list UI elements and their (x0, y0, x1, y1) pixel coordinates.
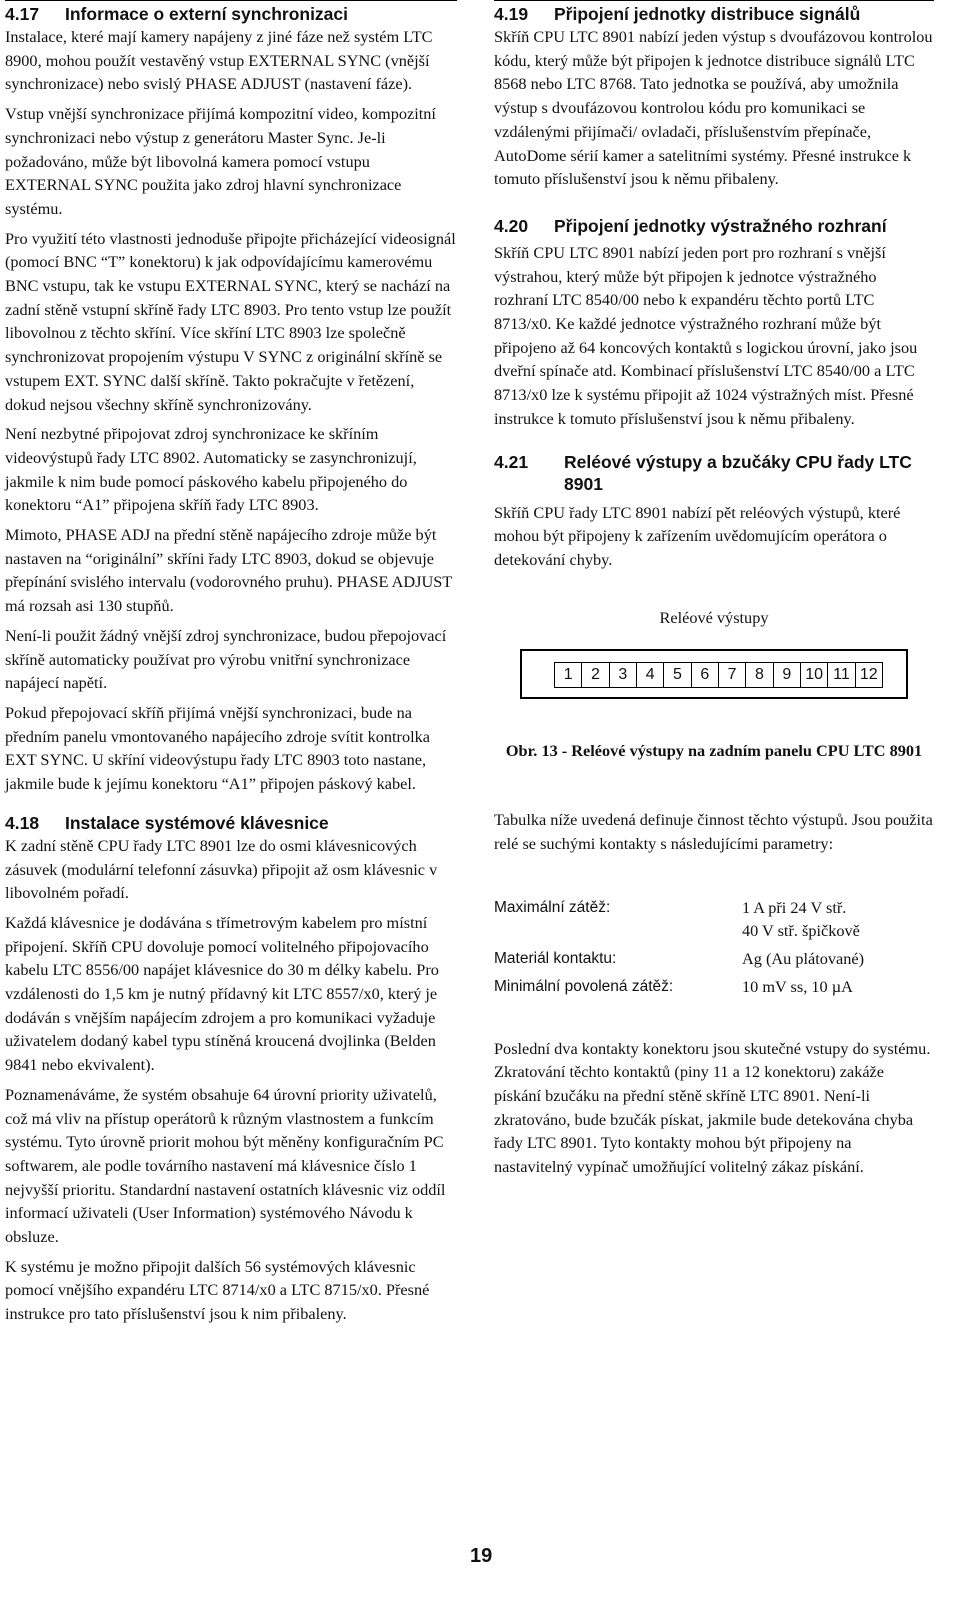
param-value-line: 1 A při 24 V stř. (742, 897, 847, 917)
paragraph: Není-li použit žádný vnější zdroj synchronizace, budou přepojovací skříně automaticky používat pro výrobu vnitřní synchronizace napájecí napětí. (5, 625, 447, 693)
relay-connector (520, 649, 908, 699)
relay-pin-row (554, 662, 883, 688)
relay-pin: 11 (828, 663, 855, 687)
relay-pin: 4 (637, 663, 664, 687)
section-heading (5, 810, 457, 834)
paragraph: K zadní stěně CPU řady LTC 8901 lze do osmi klávesnicových zásuvek (modulární telefonní zásuvka) připojit až osm klávesnic v libovolném pořadí. (5, 835, 438, 903)
paragraph: Není nezbytné připojovat zdroj synchronizace ke skříním videovýstupů řady LTC 8902. Automaticky se zasynchronizují, jakmile k nim bude pomocí páskového kabelu připojeného do konektoru “A1” připojena skříň řady LTC 8903. (5, 424, 417, 515)
section-number: 4.18 (5, 812, 40, 833)
section-heading (5, 1, 457, 25)
relay-figure (494, 606, 934, 763)
table-row (494, 971, 934, 999)
relay-pin: 6 (692, 663, 719, 687)
parameters-table (494, 896, 934, 999)
section-heading (494, 213, 934, 237)
table-row (494, 896, 934, 943)
section-title: Instalace systémové klávesnice (65, 812, 329, 833)
section-number: 4.21 (494, 451, 529, 472)
section-number: 4.20 (494, 215, 529, 236)
paragraph: K systému je možno připojit dalších 56 systémových klávesnic pomocí vnějšího expandéru LTC 8714/x0 a LTC 8715/x0. Přesné instrukce pro tato příslušenství jsou k nim přibaleny. (5, 1256, 430, 1324)
section-heading (494, 449, 934, 495)
section-4-19 (494, 0, 934, 191)
section-4-20 (494, 213, 934, 431)
param-value: 10 mV ss, 10 µA (742, 976, 853, 996)
section-4-18 (5, 810, 457, 1326)
relay-pin: 3 (610, 663, 637, 687)
right-column (494, 0, 934, 1185)
paragraph: Skříň CPU řady LTC 8901 nabízí pět reléových výstupů, které mohou být připojeny k zařízením uvědomujícím operátora o detekování chyby. (494, 502, 901, 569)
paragraph: Mimoto, PHASE ADJ na přední stěně napájecího zdroje může být nastaven na “originální” skříni řady LTC 8903, dokud se objevuje přepínání svislého intervalu (vodorovného pruhu). PHASE ADJUST má rozsah asi 130 stupňů. (5, 525, 452, 616)
param-key: Materiál kontaktu: (494, 950, 617, 968)
section-title: Informace o externí synchronizaci (65, 4, 349, 24)
relay-pin: 7 (719, 663, 746, 687)
relay-pin: 10 (801, 663, 828, 687)
section-4-17 (5, 0, 457, 796)
param-key: Maximální zátěž: (494, 898, 611, 916)
section-4-21 (494, 449, 934, 572)
relay-pin: 5 (664, 663, 691, 687)
section-title: Připojení jednotky výstražného rozhraní (554, 215, 887, 236)
param-value (742, 896, 934, 943)
param-value: Ag (Au plátované) (742, 949, 865, 969)
section-number: 4.19 (494, 4, 529, 24)
paragraph: Instalace, které mají kamery napájeny z jiné fáze než systém LTC 8900, mohou použít vestavěný vstup EXTERNAL SYNC (vnější synchronizace) nebo svislý PHASE ADJUST (nastavení fáze). (5, 27, 433, 94)
section-heading (494, 1, 934, 25)
figure-label: Reléové výstupy (659, 607, 769, 627)
paragraph: Každá klávesnice je dodávána s třímetrovým kabelem pro místní připojení. Skříň CPU dovoluje pomocí volitelného připojovacího kabelu LTC 8556/00 napájet klávesnice do 30 m délky kabelu. Pro vzdálenosti do 1,5 km je nutný přídavný kit LTC 8557/x0, který je dodáván s vnějším napájecím zdrojem a pro komunikaci vyžaduje uživatelem dodaný kabel typu stíněná kroucená dvojlinka (Belden 9841 nebo ekvivalent). (5, 912, 439, 1075)
param-value-line: 40 V stř. špičkově (742, 921, 860, 941)
paragraph: Skříň CPU LTC 8901 nabízí jeden výstup s dvoufázovou kontrolou kódu, který může být připojen k jednotce distribuce signálů LTC 8568 nebo LTC 8768. Tato jednotka se používá, aby umožnila výstup s dvoufázovou kontrolou kódu pro komunikaci se vzdálenými přijímači/ ovladači, příslušenstvím přepínače, AutoDome sérií kamer a satelitními systémy. Přesné instrukce k tomuto příslušenství jsou k němu přibaleny. (494, 27, 933, 189)
paragraph: Skříň CPU LTC 8901 nabízí jeden port pro rozhraní s vnější výstrahou, který může být připojen k jednotce výstražného rozhraní LTC 8540/00 nebo k expandéru těchto portů LTC 8713/x0. Ke každé jednotce výstražného rozhraní může být připojeno až 64 koncových kontaktů s logickou úrovní, jako jsou dveřní spínače atd. Kombinací příslušenství LTC 8540/00 a LTC 8713/x0 lze k systému připojit až 1024 výstražných míst. Přesné instrukce k tomuto příslušenství jsou k němu přibaleny. (494, 242, 918, 428)
relay-pin: 1 (555, 663, 582, 687)
relay-pin: 2 (582, 663, 609, 687)
section-title: Reléové výstupy a bzučáky CPU řady LTC 8901 (564, 451, 912, 494)
intro-paragraph: Tabulka níže uvedená definuje činnost těchto výstupů. Jsou použita relé se suchými kontakty s následujícími parametry: (494, 810, 933, 854)
relay-pin: 9 (774, 663, 801, 687)
relay-pin: 8 (746, 663, 773, 687)
paragraph: Pokud přepojovací skříň přijímá vnější synchronizaci, bude na předním panelu vmontovaného napájecího zdroje svítit kontrolka EXT SYNC. U skříní videovýstupu řady LTC 8903 toto nastane, jakmile bude k jejímu konektoru “A1” připojen páskový kabel. (5, 702, 431, 794)
paragraph: Vstup vnější synchronizace přijímá kompozitní video, kompozitní synchronizaci nebo výstup z generátoru Master Sync. Je-li požadováno, může být libovolná kamera pomocí vstupu EXTERNAL SYNC použita jako zdroj hlavní synchronizace systému. (5, 104, 436, 218)
section-number: 4.17 (5, 4, 40, 24)
figure-caption: Obr. 13 - Reléové výstupy na zadním panelu CPU LTC 8901 (505, 741, 923, 761)
relay-pin: 12 (859, 666, 878, 684)
outro-paragraph: Poslední dva kontakty konektoru jsou skutečné vstupy do systému. Zkratování těchto kontaktů (piny 11 a 12 konektoru) zakáže pískání bzučáku na přední stěně skříně LTC 8901. Není-li zkratováno, bude bzučák pískat, jakmile bude detekována chyba řady LTC 8901. Tyto kontakty mohou být připojeny na nastavitelný vypínač umožňující volitelný zákaz pískání. (494, 1038, 931, 1177)
section-title: Připojení jednotky distribuce signálů (554, 4, 861, 24)
paragraph: Poznamenáváme, že systém obsahuje 64 úrovní priority uživatelů, což má vliv na přístup operátorů k různým vlastnostem a funkcím systému. Tyto úrovně priorit mohou být měněny konfiguračním PC softwarem, ale podle továrního nastavení má klávesnice číslo 1 nejvyšší prioritu. Standardní nastavení ostatních klávesnic viz oddíl informací uživateli (User Information) systémového Návodu k obsluze. (5, 1084, 446, 1247)
paragraph: Pro využití této vlastnosti jednoduše připojte přicházející videosignál (pomocí BNC “T” konektoru) k jak odpovídajícímu kamerovému BNC vstupu, tak ke vstupu EXTERNAL SYNC, který se nachází na zadní stěně vstupní skříně řady LTC 8903. Pro tento vstup lze použít libovolnou z těchto skříní. Více skříní LTC 8903 lze společně synchronizovat propojením výstupu V SYNC z originální skříně se vstupem EXT. SYNC další skříně. Takto pokračujte v řetězení, dokud nejsou všechny skříně synchronizovány. (5, 228, 456, 414)
table-row (494, 943, 934, 971)
param-key: Minimální povolená zátěž: (494, 977, 674, 995)
left-column (5, 0, 457, 1334)
page-number: 19 (470, 1545, 493, 1567)
